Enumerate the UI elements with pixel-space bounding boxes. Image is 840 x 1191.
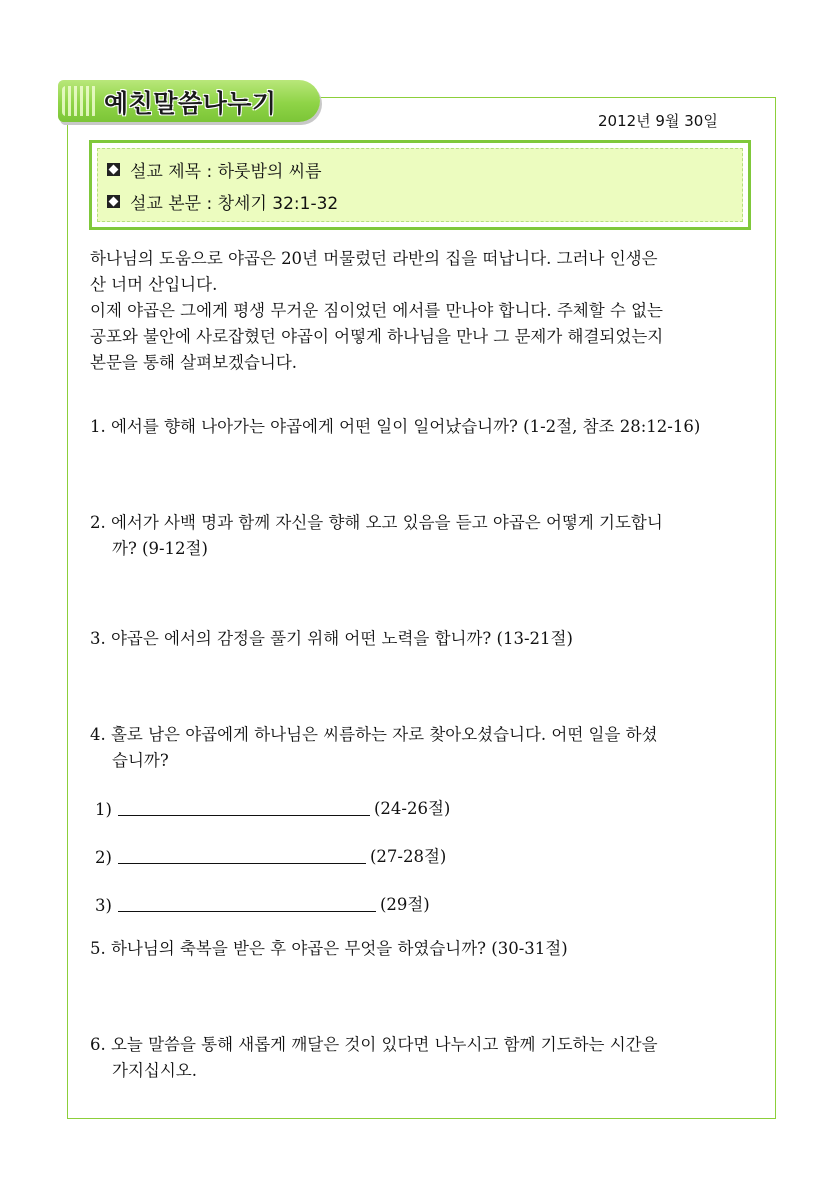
question-4 [90,722,760,774]
intro-line: 공포와 불안에 사로잡혔던 야곱이 어떻게 하나님을 만나 그 문제가 해결되었는지 [90,327,664,346]
question-text-continued: 습니까? [112,751,169,770]
answer-line[interactable] [118,911,376,912]
question-text: 3. 야곱은 에서의 감정을 풀기 위해 어떤 노력을 합니까? (13-21절) [90,629,573,648]
answer-blank-2 [95,843,446,867]
banner-title: 예친말씀나누기 [104,89,277,118]
question-text: 2. 에서가 사백 명과 함께 자신을 향해 오고 있음을 듣고 야곱은 어떻게 기도합니 [90,513,663,532]
sermon-text-text: 설교 본문 : 창세기 32:1-32 [130,194,339,214]
blank-label: 2) [95,848,112,867]
blank-label: 3) [95,896,112,915]
intro-line: 하나님의 도움으로 야곱은 20년 머물렀던 라반의 집을 떠납니다. 그러나 인생은 [90,249,658,268]
answer-line[interactable] [118,863,366,864]
blank-reference: (29절) [379,895,430,914]
blank-label: 1) [95,800,112,819]
blank-reference: (24-26절) [373,799,451,818]
question-6 [90,1032,760,1084]
diamond-bullet-icon [107,195,120,208]
question-3 [90,626,760,652]
intro-line: 이제 야곱은 그에게 평생 무거운 짐이었던 에서를 만나야 합니다. 주체할 수 없는 [90,301,663,320]
intro-line: 산 너머 산입니다. [90,275,218,294]
sermon-title-text: 설교 제목 : 하룻밤의 씨름 [130,162,322,182]
question-text-continued: 가지십시오. [112,1061,197,1080]
question-text: 4. 홀로 남은 야곱에게 하나님은 씨름하는 자로 찾아오셨습니다. 어떤 일을 하셨 [90,725,658,744]
diamond-bullet-icon [107,163,120,176]
answer-blank-3 [95,891,430,915]
question-text-continued: 까? (9-12절) [112,539,208,558]
banner-stripes-decoration [62,86,98,116]
question-5 [90,936,760,962]
question-text: 5. 하나님의 축복을 받은 후 야곱은 무엇을 하였습니까? (30-31절) [90,939,568,958]
question-text: 1. 에서를 향해 나아가는 야곱에게 어떤 일이 일어났습니까? (1-2절, 참조 28:12-16) [90,417,701,436]
answer-line[interactable] [118,815,370,816]
question-1 [90,414,760,440]
question-text: 6. 오늘 말씀을 통해 새롭게 깨달은 것이 있다면 나누시고 함께 기도하는 시간을 [90,1035,658,1054]
date-label: 2012년 9월 30일 [598,112,718,130]
blank-reference: (27-28절) [369,847,447,866]
intro-line: 본문을 통해 살펴보겠습니다. [90,353,298,372]
answer-blank-1 [95,795,450,819]
question-2 [90,510,760,562]
header-banner [58,80,320,122]
sermon-title-line [107,157,322,182]
intro-paragraph [90,246,760,376]
sermon-info-box [89,140,751,230]
sermon-text-line [107,189,338,214]
